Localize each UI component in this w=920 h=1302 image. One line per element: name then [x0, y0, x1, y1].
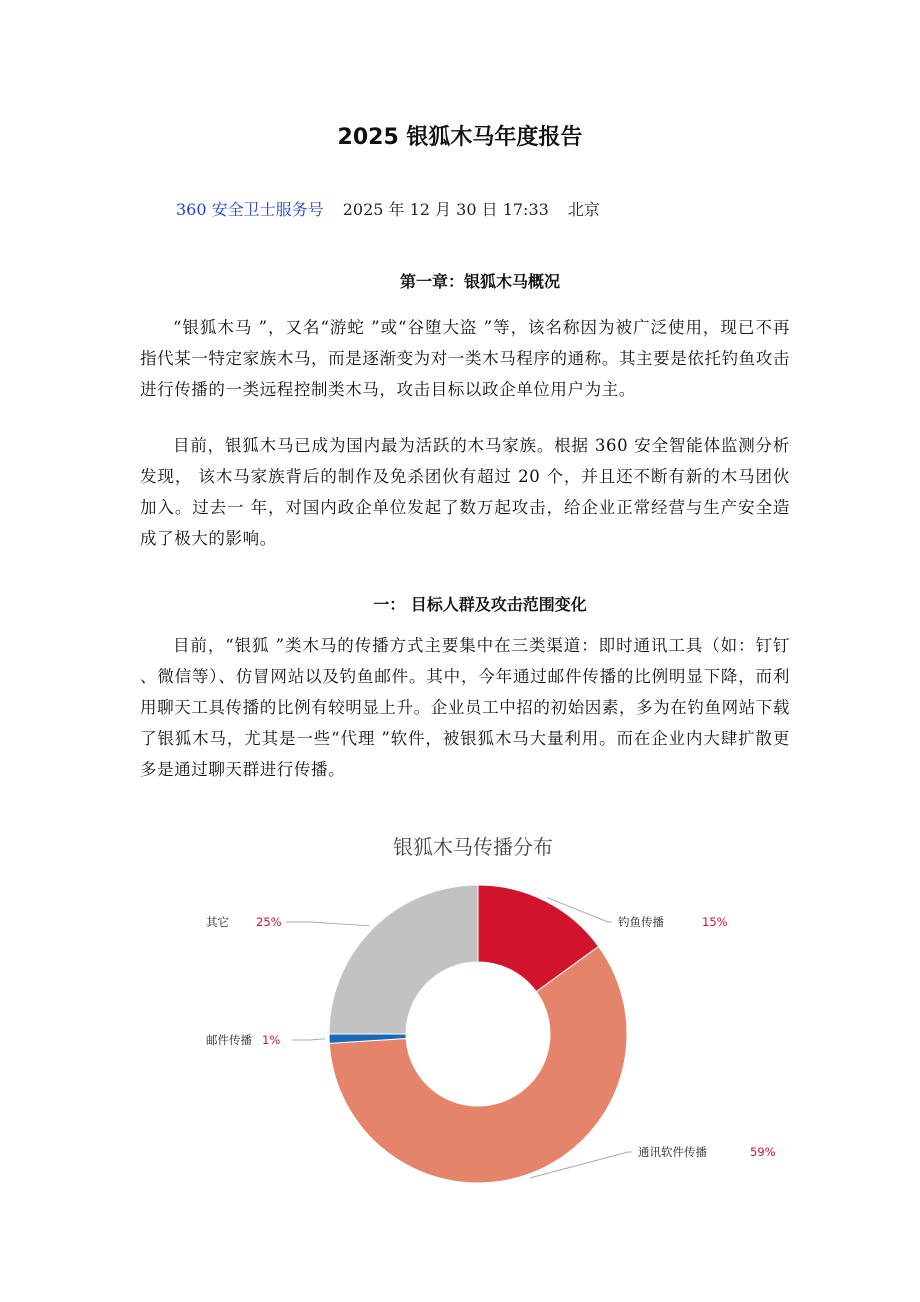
- publish-date: 2025 年 12 月 30 日 17:33: [342, 200, 549, 219]
- slice-percent-3: 1%: [262, 1033, 281, 1047]
- leader-line-4: [286, 922, 370, 926]
- distribution-chart: [176, 820, 822, 1196]
- slice-label-1: 钓鱼传播: [618, 915, 664, 929]
- leader-line-3: [292, 1039, 325, 1040]
- donut-chart-svg: [176, 820, 822, 1196]
- paragraph-intro: “银狐木马 ”，又名“游蛇 ”或“谷堕大盗 ”等，该名称因为被广泛使用，现已不再指代某一特定家族木马，而是逐渐变为对一类木马程序的通称。其主要是依托钓鱼攻击进行传播的一类远程控制类木马，攻击目标以政企单位用户为主。: [140, 318, 790, 399]
- section-heading: 一： 目标人群及攻击范围变化: [373, 595, 587, 614]
- slice-percent-1: 15%: [702, 915, 728, 929]
- chart-title: 银狐木马传播分布: [393, 835, 553, 859]
- slice-label-4: 其它: [206, 915, 229, 929]
- slice-percent-4: 25%: [256, 915, 282, 929]
- paragraph-channels: 目前，“银狐 ”类木马的传播方式主要集中在三类渠道：即时通讯工具（如：钉钉 、微信等）、仿冒网站以及钓鱼邮件。其中，今年通过邮件传播的比例明显下降，而利用聊天工具传播的比例有较明显上升。企业员工中招的初始因素，多为在钓鱼网站下载了银狐木马，尤其是一些“代理 ”软件，被银狐木马大量利用。而在企业内大肆扩散更多是通过聊天群进行传播。: [140, 636, 790, 779]
- article-meta: [176, 197, 600, 220]
- slice-label-3: 邮件传播: [206, 1033, 252, 1047]
- chapter-heading: 第一章：银狐木马概况: [399, 272, 560, 291]
- slice-label-2: 通讯软件传播: [638, 1145, 707, 1159]
- source-link[interactable]: 360 安全卫士服务号: [176, 200, 324, 219]
- slice-percent-2: 59%: [750, 1145, 776, 1159]
- slice-4: [329, 885, 478, 1034]
- paragraph-activity: 目前，银狐木马已成为国内最为活跃的木马家族。根据 360 安全智能体监测分析发现， 该木马家族背后的制作及免杀团伙有超过 20 个，并且还不断有新的木马团伙加入。过去一 年，对国内政企单位发起了数万起攻击，给企业正常经营与生产安全造成了极大的影响。: [140, 436, 790, 548]
- page-title: 2025 银狐木马年度报告: [337, 125, 583, 150]
- publish-location: 北京: [567, 200, 600, 219]
